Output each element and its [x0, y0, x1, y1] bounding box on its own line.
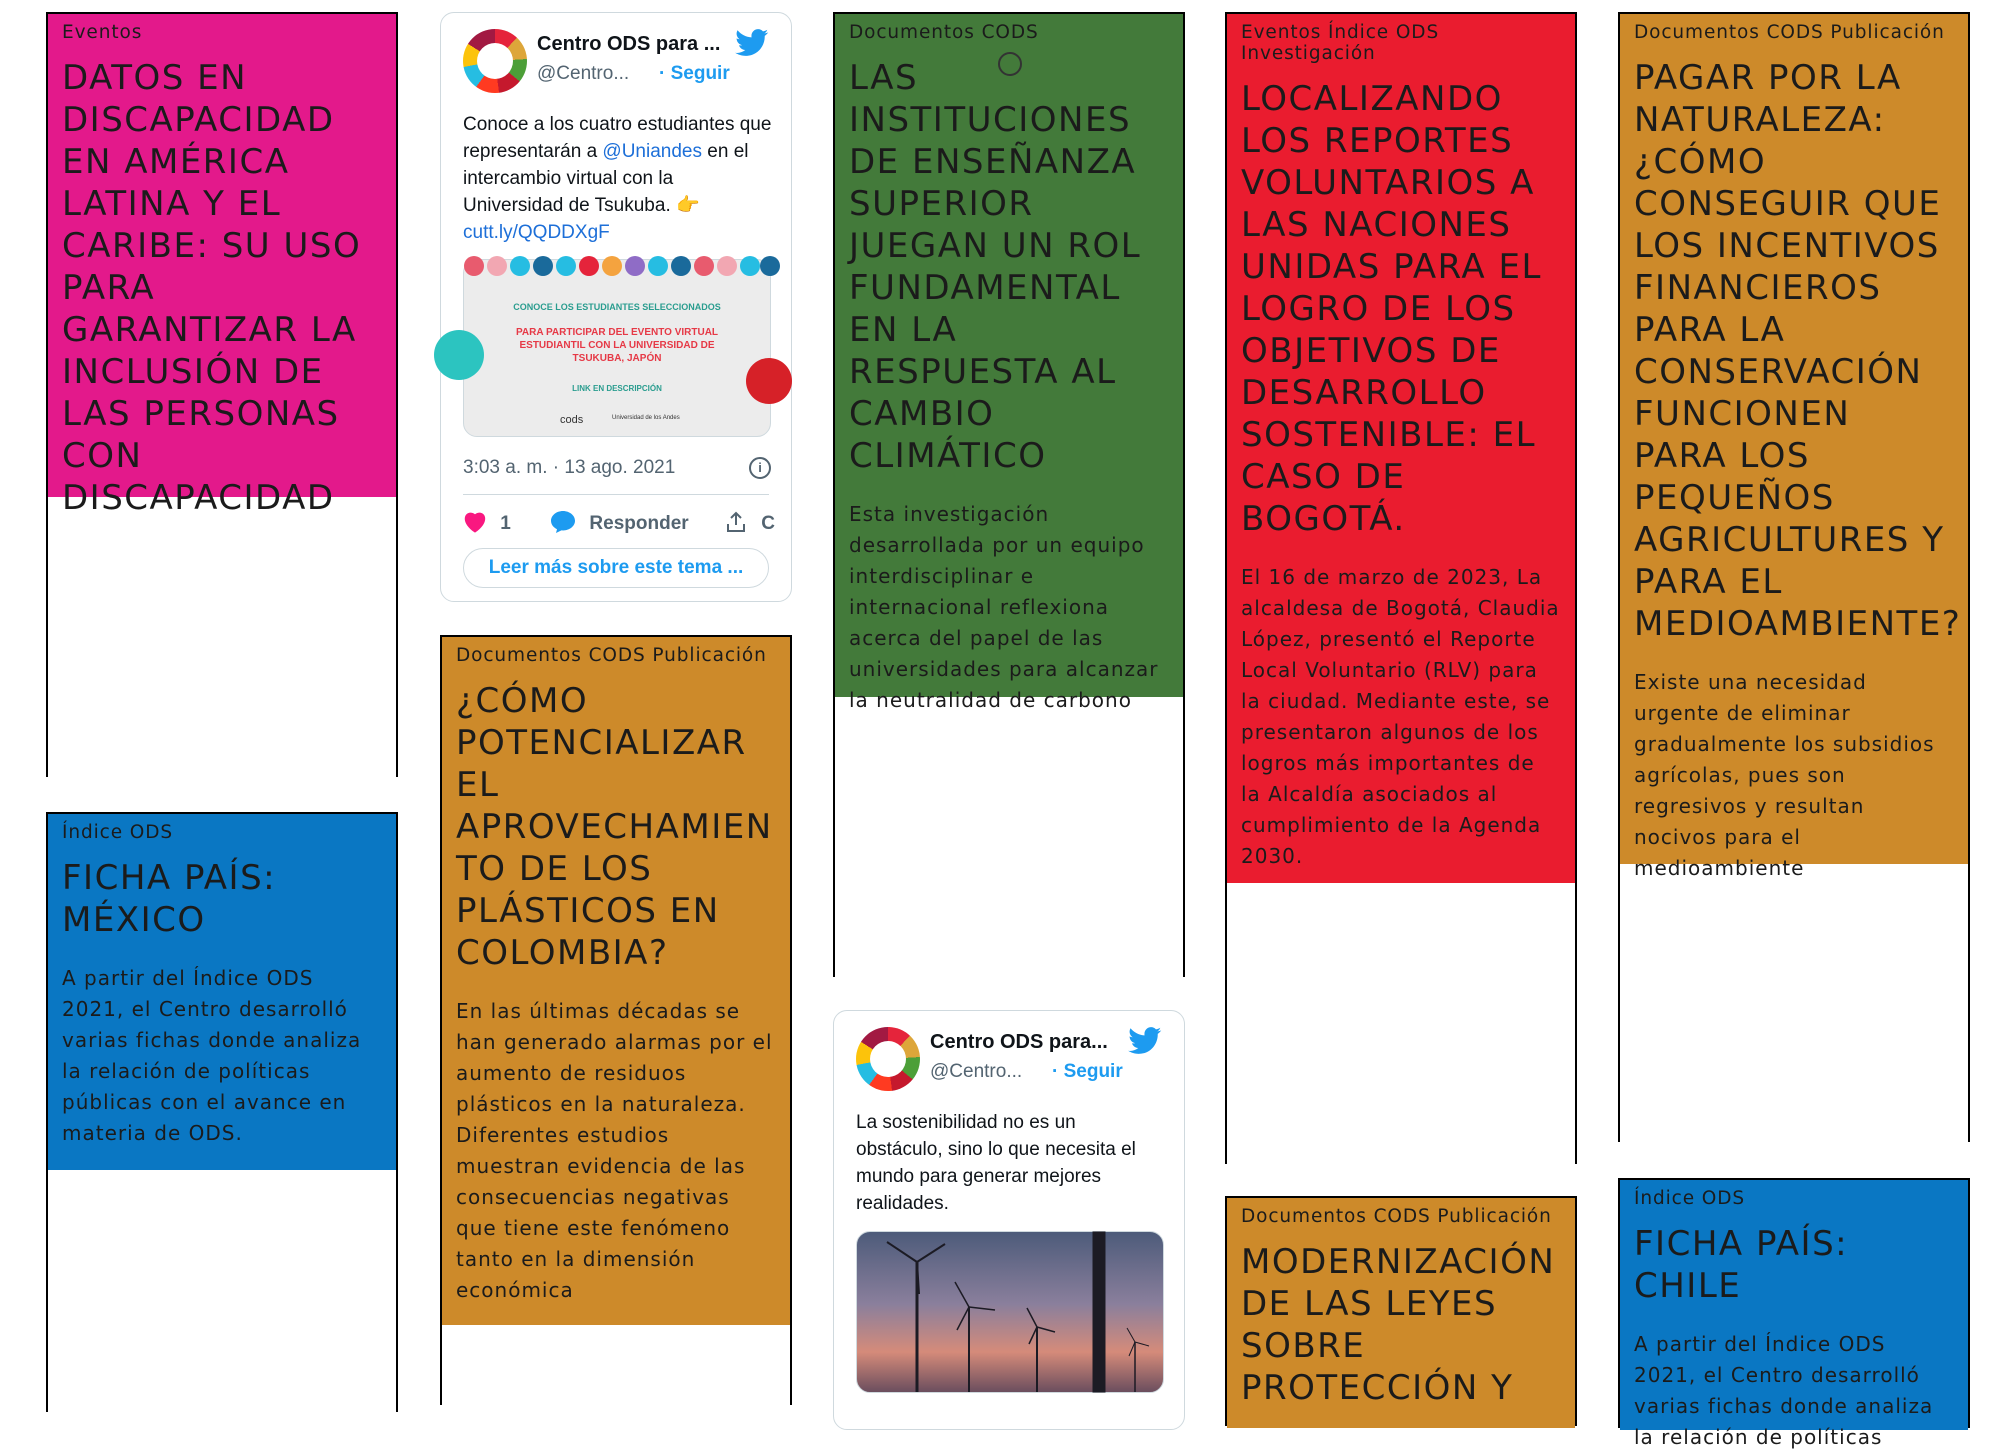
tweet-embed-intercambio[interactable]	[440, 12, 792, 602]
card-categories[interactable]: Eventos Índice ODS Investigación	[1241, 22, 1440, 64]
card-header	[835, 14, 1183, 712]
card-title[interactable]: LAS INSTITUCIONES DE ENSEÑANZA SUPERIOR JUEGAN UN ROL FUNDAMENTAL EN LA RESPUESTA AL CAMBIO CLIMÁTICO	[849, 58, 1142, 476]
card-image-area	[48, 497, 396, 777]
wind-turbines-illustration	[857, 1232, 1163, 1392]
mention-link[interactable]: @Uniandes	[602, 141, 702, 162]
info-icon[interactable]: i	[749, 457, 771, 479]
tweet-text-part: en el intercambio virtual con la Universidad de Tsukuba. 👉	[463, 141, 749, 216]
card-datos-discapacidad[interactable]	[46, 12, 398, 777]
card-image-area	[1620, 864, 1968, 1142]
tweet-header	[463, 27, 763, 97]
card-modernizacion-leyes[interactable]	[1225, 1196, 1577, 1426]
heart-icon[interactable]	[463, 511, 487, 533]
tweet-author-handle[interactable]: @Centro...	[537, 63, 630, 84]
tweet-author-handle[interactable]: @Centro...	[930, 1061, 1023, 1082]
cursor-indicator-icon	[998, 52, 1022, 76]
card-description: El 16 de marzo de 2023, La alcaldesa de Bogotá, Claudia López, presentó el Reporte Local Voluntario (RLV) para la ciudad. Mediante este, se presentaron algunos de los logros más importantes de la Alcaldía asociados al cumplimiento de la Agenda 2030.	[1241, 565, 1560, 868]
card-header	[1620, 1180, 1968, 1449]
divider	[463, 494, 769, 495]
card-ficha-mexico[interactable]	[46, 812, 398, 1412]
card-title[interactable]: DATOS EN DISCAPACIDAD EN AMÉRICA LATINA Y EL CARIBE: SU USO PARA GARANTIZAR LA INCLUSIÓN DE LAS PERSONAS CON DISCAPACIDAD	[62, 58, 362, 518]
card-description: En las últimas décadas se han generado alarmas por el aumento de residuos plásticos en la naturaleza. Diferentes estudios muestran evidencia de las consecuencias negativas que tiene este fenómeno tanto en la dimensión económica	[456, 999, 773, 1302]
follow-link[interactable]: · Seguir	[659, 63, 730, 84]
card-ficha-chile[interactable]	[1618, 1178, 1970, 1449]
like-count[interactable]: 1	[500, 513, 511, 534]
card-header	[1227, 14, 1575, 883]
card-title[interactable]: FICHA PAÍS: MÉXICO	[62, 858, 277, 940]
follow-link[interactable]: · Seguir	[1052, 1061, 1123, 1082]
media-logo-cods: cods	[560, 414, 584, 426]
media-logo-uniandes: Universidad de los Andes	[612, 415, 680, 421]
card-image-area	[442, 1325, 790, 1425]
card-description: Esta investigación desarrollada por un equipo interdisciplinar e internacional reflexiona acerca del papel de las universidades para alcanzar la neutralidad de carbono	[849, 502, 1159, 712]
card-reportes-voluntarios-bogota[interactable]	[1225, 12, 1577, 1164]
media-red-circle	[746, 358, 792, 404]
card-title[interactable]: MODERNIZACIÓN DE LAS LEYES SOBRE PROTECCIÓN Y	[1241, 1242, 1556, 1408]
tweet-header	[856, 1025, 1156, 1095]
card-image-area	[835, 697, 1183, 977]
media-heading: CONOCE LOS ESTUDIANTES SELECCIONADOS	[513, 302, 721, 312]
card-description: A partir del Índice ODS 2021, el Centro desarrolló varias fichas donde analiza la relación de políticas públicas con el avance en materia de ODS.	[62, 966, 362, 1145]
speech-bubbles-decoration	[464, 260, 770, 290]
read-more-button[interactable]: Leer más sobre este tema ...	[463, 548, 769, 588]
reply-button[interactable]: Responder	[589, 513, 689, 534]
tweet-author-name[interactable]: Centro ODS para ...	[537, 33, 721, 55]
card-plasticos-colombia[interactable]	[440, 635, 792, 1405]
card-header	[48, 14, 396, 518]
twitter-bird-icon[interactable]	[735, 29, 769, 57]
card-title[interactable]: FICHA PAÍS: CHILE	[1634, 1224, 1849, 1306]
card-description: A partir del Índice ODS 2021, el Centro desarrolló varias fichas donde analiza la relación de políticas	[1634, 1332, 1934, 1449]
tweet-media-image[interactable]	[463, 259, 771, 437]
card-header	[48, 814, 396, 1170]
tweet-media-image[interactable]	[856, 1231, 1164, 1393]
card-categories[interactable]: Eventos	[62, 22, 143, 43]
tweet-actions	[463, 510, 775, 535]
card-title[interactable]: PAGAR POR LA NATURALEZA: ¿CÓMO CONSEGUIR QUE LOS INCENTIVOS FINANCIEROS PARA LA CONSERVACIÓN FUNCIONEN PARA LOS PEQUEÑOS AGRICULTURES Y PARA EL MEDIOAMBIENTE?	[1634, 58, 1962, 644]
card-title[interactable]: LOCALIZANDO LOS REPORTES VOLUNTARIOS A LAS NACIONES UNIDAS PARA EL LOGRO DE LOS OBJETIVOS DE DESARROLLO SOSTENIBLE: EL CASO DE BOGOTÁ.	[1241, 79, 1542, 539]
media-teal-circle	[434, 330, 484, 380]
reply-bubble-icon[interactable]	[550, 510, 576, 534]
card-categories[interactable]: Documentos CODS Publicación	[456, 645, 767, 666]
tweet-text-part: Conoce a los cuatro estudiantes que representarán a	[463, 114, 772, 162]
media-subheading: PARA PARTICIPAR DEL EVENTO VIRTUAL ESTUDIANTIL CON LA UNIVERSIDAD DE TSUKUBA, JAPÓN	[515, 327, 719, 364]
card-header	[1620, 14, 1968, 880]
card-header	[442, 637, 790, 1325]
twitter-bird-icon[interactable]	[1128, 1027, 1162, 1055]
tweet-timestamp[interactable]: 3:03 a. m. · 13 ago. 2021	[463, 457, 676, 478]
tweet-embed-sostenibilidad[interactable]	[833, 1010, 1185, 1430]
share-label-partial[interactable]: C	[761, 513, 775, 534]
avatar[interactable]	[856, 1027, 920, 1091]
card-header	[1227, 1198, 1575, 1428]
media-link-note: LINK EN DESCRIPCIÓN	[572, 384, 662, 393]
card-image-area	[48, 1170, 396, 1430]
card-image-area	[1227, 883, 1575, 1164]
avatar[interactable]	[463, 29, 527, 93]
tweet-url-link[interactable]: cutt.ly/QQDDXgF	[463, 222, 610, 243]
card-categories[interactable]: Índice ODS	[62, 822, 174, 843]
card-categories[interactable]: Documentos CODS Publicación	[1634, 22, 1945, 43]
tweet-text	[463, 111, 773, 246]
card-categories[interactable]: Documentos CODS Publicación	[1241, 1206, 1552, 1227]
card-title[interactable]: ¿CÓMO POTENCIALIZAR EL APROVECHAMIEN TO DE LOS PLÁSTICOS EN COLOMBIA?	[456, 681, 773, 973]
card-categories[interactable]: Documentos CODS	[849, 22, 1039, 43]
card-pagar-por-naturaleza[interactable]	[1618, 12, 1970, 1142]
card-categories[interactable]: Índice ODS	[1634, 1188, 1746, 1209]
card-instituciones-ensenanza[interactable]	[833, 12, 1185, 977]
card-description: Existe una necesidad urgente de eliminar gradualmente los subsidios agrícolas, pues son regresivos y resultan nocivos para el medioambiente	[1634, 670, 1935, 880]
tweet-text: La sostenibilidad no es un obstáculo, sino lo que necesita el mundo para generar mejores realidades.	[856, 1112, 1136, 1214]
share-icon[interactable]	[724, 510, 748, 534]
tweet-author-name[interactable]: Centro ODS para...	[930, 1031, 1108, 1053]
